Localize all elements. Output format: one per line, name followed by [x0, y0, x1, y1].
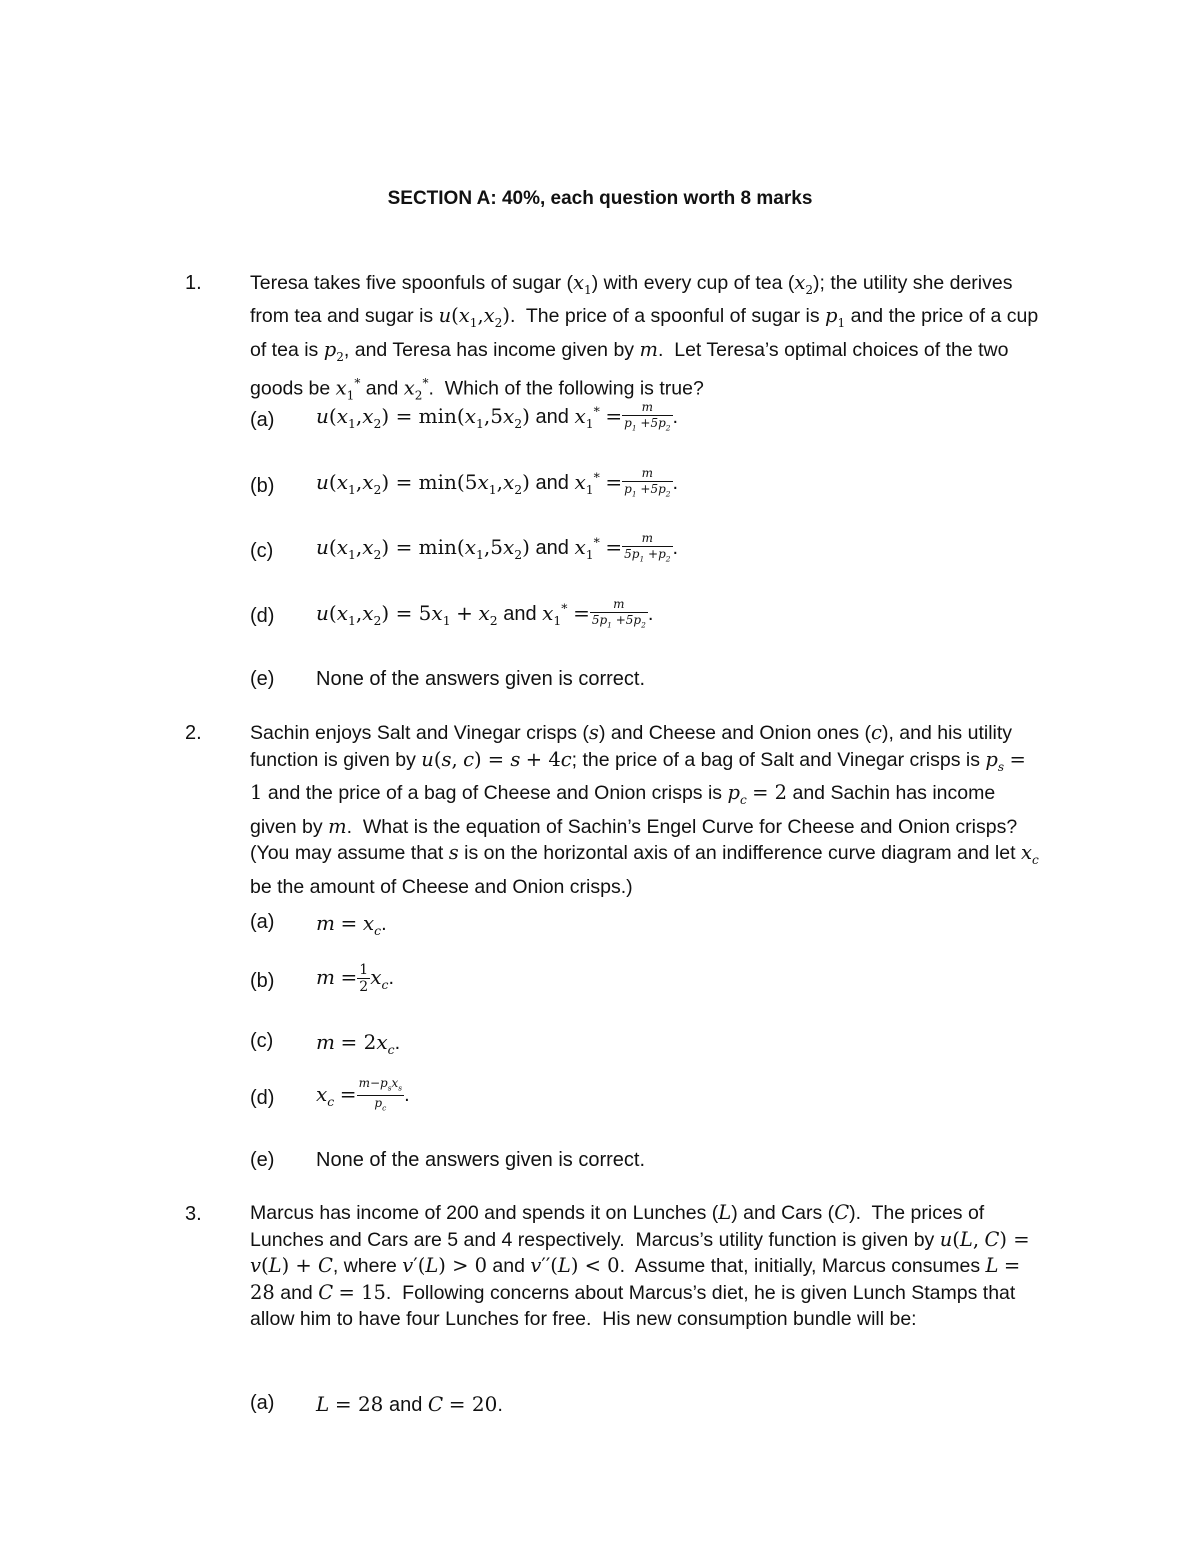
q2-option-b-text: m = $\frac{1}{2}$ $x_c$.	[316, 962, 395, 995]
q1-option-d-label: (d)	[250, 605, 275, 627]
q1-option-b-label: (b)	[250, 475, 275, 497]
question-3-text: Marcus has income of 200 and spends it on Lunches (L) and Cars (C). The prices of Lunches and Cars are 5 and 4 respectively. Marcus’s utility function is given by u(L, C) = v(L) + C, where v′(L) > 0 and v′′(L) < 0. Assume that, initially, Marcus consumes L = 28 and C = 15. Following concerns about Marcus’s diet, he is given Lunch Stamps that allow him to have four Lunches for free. His new consumption bundle will be:	[250, 1201, 1030, 1331]
q3-option-a-label: (a)	[250, 1392, 275, 1414]
question-2-text: Sachin enjoys Salt and Vinegar crisps (s) and Cheese and Onion ones (c), and his utility function is given by u(s, c) = s + 4c; the price of a bag of Salt and Vinegar crisps is $p_s = 1$ and the price of a bag of Cheese and Onion crisps is $p_c = 2$ and Sachin has income given by m. What is the equation of Sachin’s Engel Curve for Cheese and Onion crisps? (You may assume that s is on the horizontal axis of an indifference curve diagram and let $x_c$ be the amount of Cheese and Onion crisps.)	[250, 721, 1039, 898]
q1-option-a-text: $u(x_1,x_2) = \min(x_1,5x_2)$ and $x_1^*$ = $\frac{m}{p_1 +5p_2}$ .	[316, 400, 678, 435]
q2-option-e-label: (e)	[250, 1149, 275, 1171]
q1-option-b-text: $u(x_1,x_2) = \min(5x_1,x_2)$ and $x_1^*$ = $\frac{m}{p_1 +5p_2}$ .	[316, 466, 678, 501]
question-1-text: Teresa takes five spoonfuls of sugar $(x_1)$ with every cup of tea $(x_2)$; the utility she derives from tea and sugar is $u(x_1,x_2)$. The price of a spoonful of sugar is $p_1$ and the price of a cup of tea is $p_2$, and Teresa has income given by m. Let Teresa’s optimal choices of the two goods be $x_1^*$ and $x_2^*$. Which of the following is true?	[250, 271, 1039, 403]
q1-option-c-label: (c)	[250, 540, 274, 562]
q1-option-c-text: $u(x_1,x_2) = \min(x_1,5x_2)$ and $x_1^*$ = $\frac{m}{5p_1 +p_2}$ .	[316, 531, 678, 566]
q2-option-d-text: $x_c$ = $\frac{m-p_sx_s}{p_c}$ .	[316, 1076, 410, 1116]
question-3-number: 3.	[185, 1203, 202, 1225]
q1-option-e-text: None of the answers given is correct.	[316, 668, 646, 690]
q1-option-e-label: (e)	[250, 668, 275, 690]
q2-option-e-text: None of the answers given is correct.	[316, 1149, 646, 1171]
question-2-number: 2.	[185, 722, 202, 744]
q1-option-d-text: $u(x_1,x_2) = 5x_1 + x_2$ and $x_1^*$ = $\frac{m}{5p_1 +5p_2}$ .	[316, 597, 653, 632]
section-heading: SECTION A: 40%, each question worth 8 marks	[387, 188, 813, 209]
q1-option-a-label: (a)	[250, 409, 275, 431]
q2-option-b-label: (b)	[250, 970, 275, 992]
q2-option-c-text: $m = 2x_c$.	[316, 1030, 401, 1057]
q2-option-c-label: (c)	[250, 1030, 274, 1052]
q2-option-a-label: (a)	[250, 911, 275, 933]
q3-option-a-text: L = 28 and C = 20.	[316, 1392, 503, 1416]
q2-option-a-text: $m = x_c$.	[316, 911, 387, 938]
question-1-number: 1.	[185, 272, 202, 294]
q2-option-d-label: (d)	[250, 1087, 275, 1109]
